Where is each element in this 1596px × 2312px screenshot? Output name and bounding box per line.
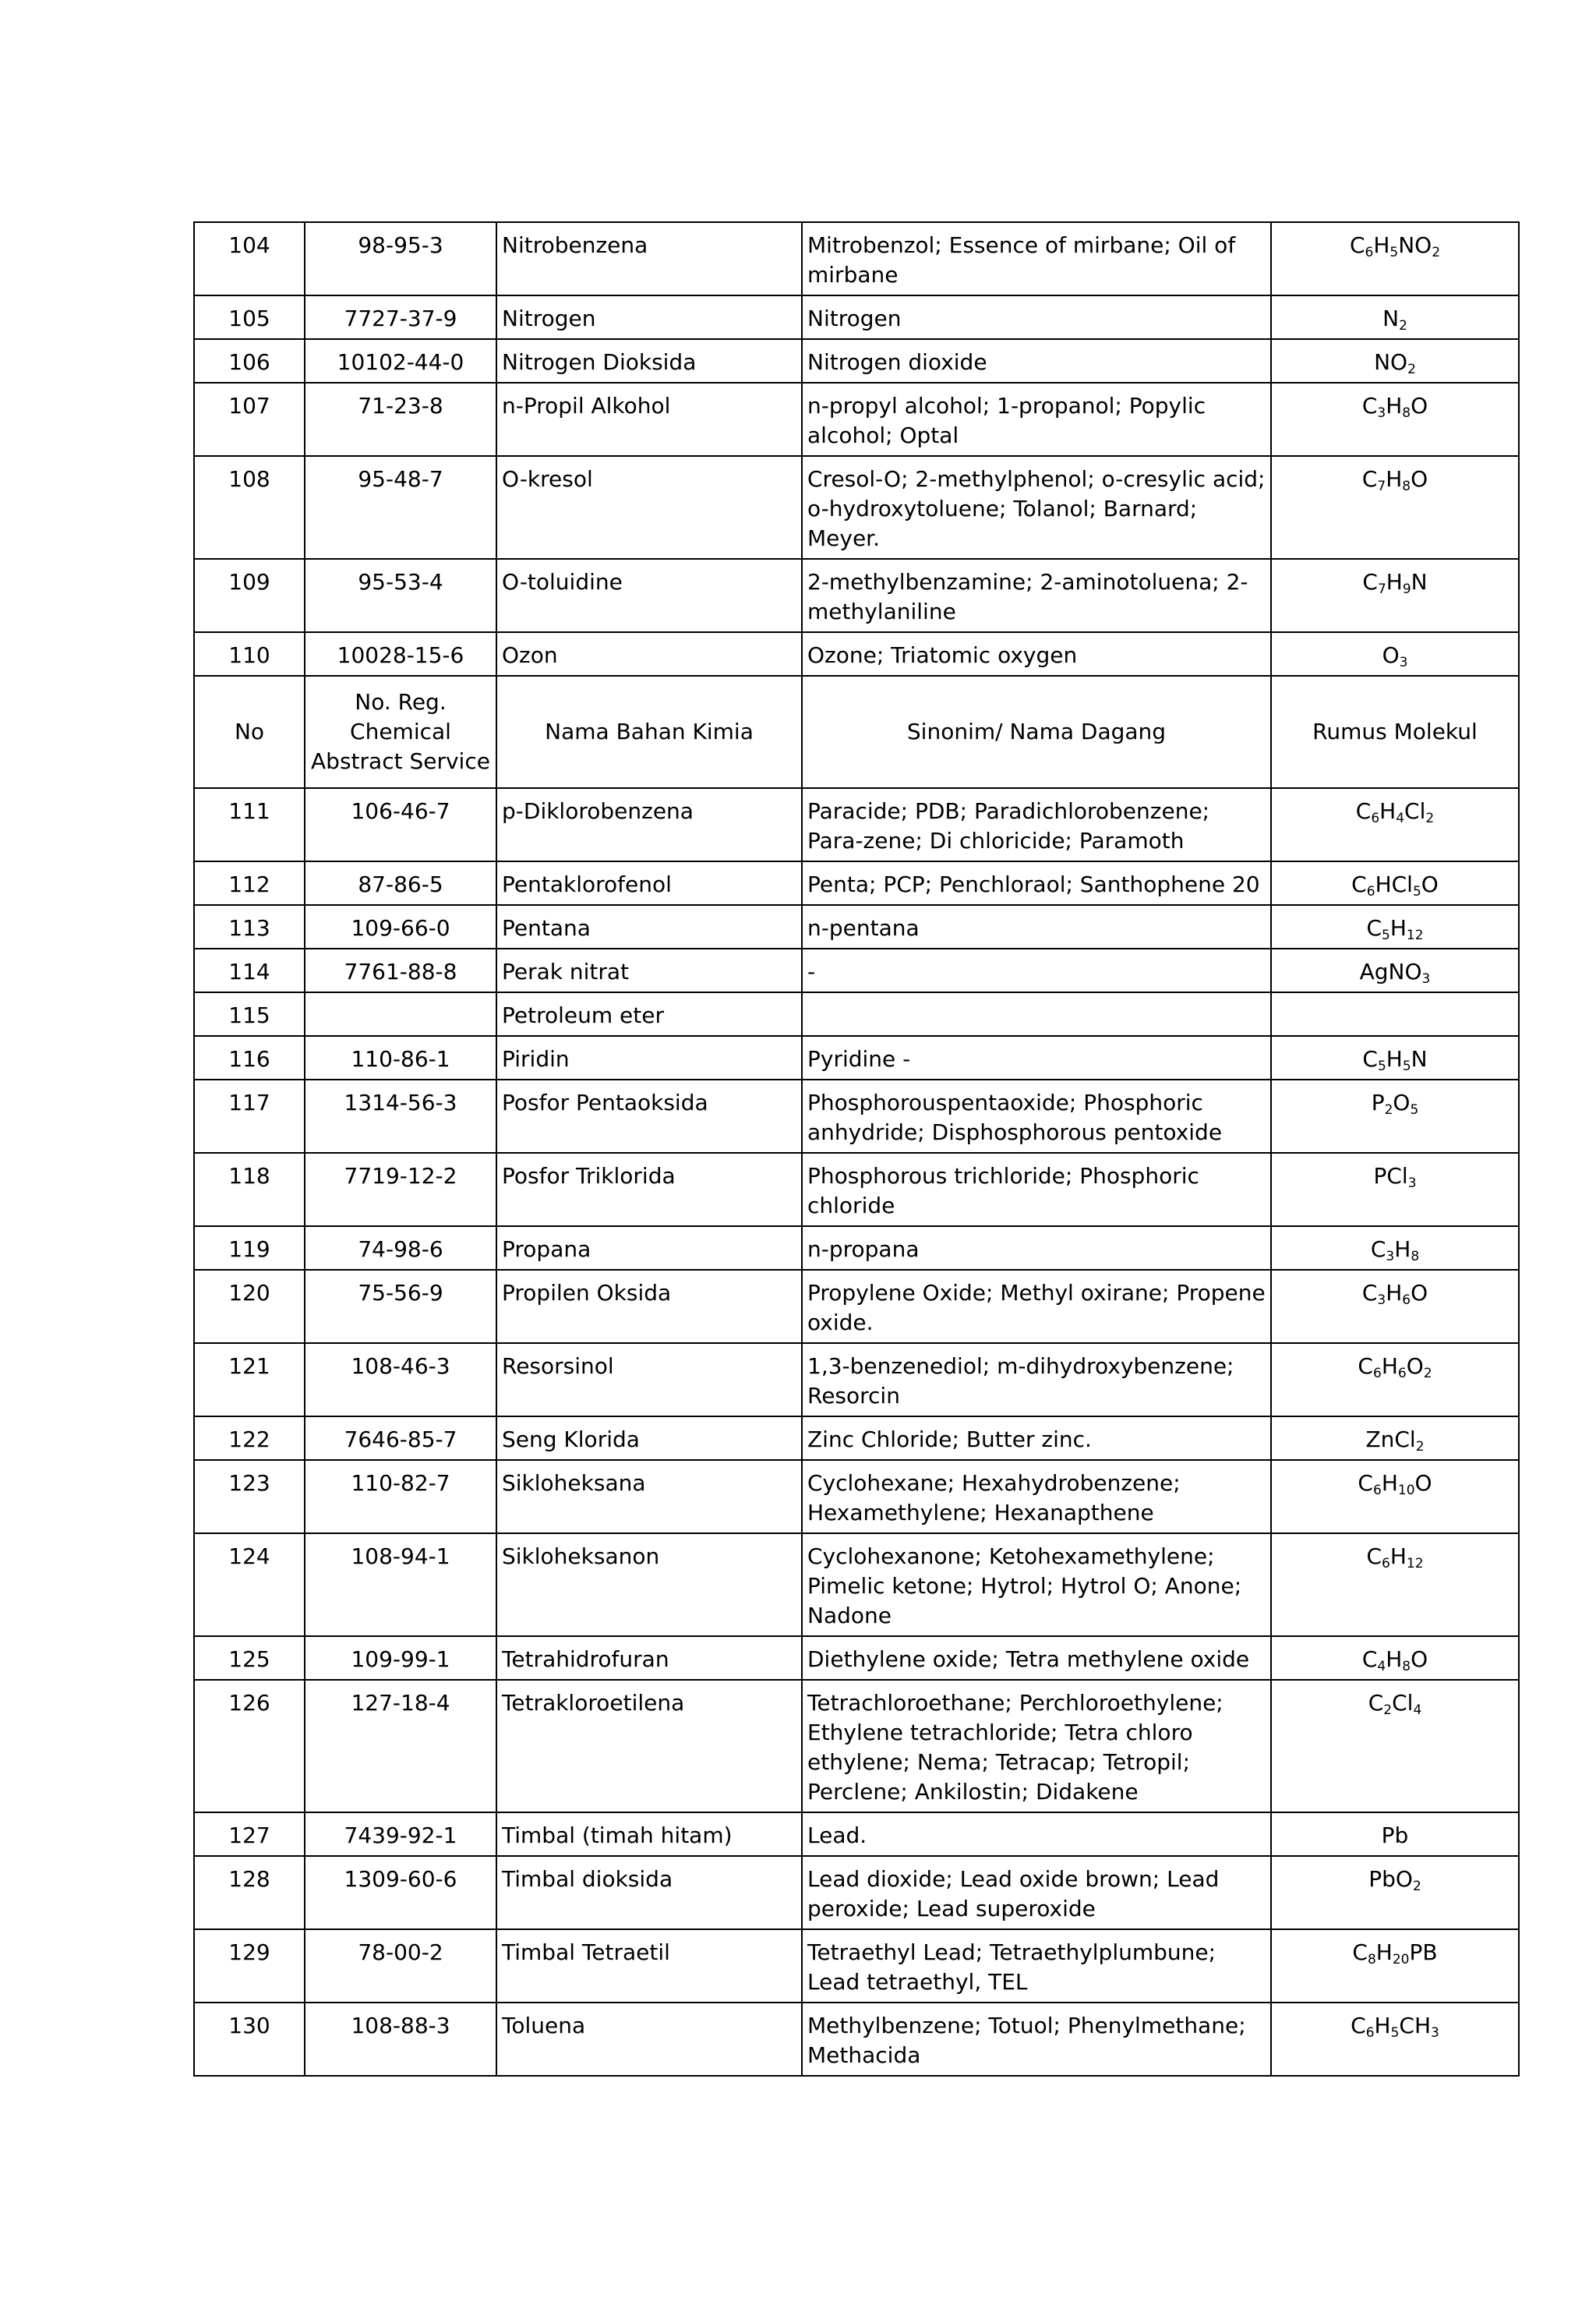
cas-number: 71-23-8 (305, 383, 496, 456)
formula-subscript: 5 (1389, 245, 1399, 260)
formula-element: C (1355, 798, 1372, 824)
molecular-formula (1271, 861, 1519, 905)
formula-subscript: 4 (1396, 811, 1405, 826)
row-number: 117 (194, 1080, 305, 1153)
cas-number: 1309-60-6 (305, 1856, 496, 1929)
formula-element: ZnCl (1365, 1426, 1416, 1452)
cas-number: 106-46-7 (305, 788, 496, 861)
formula-subscript: 5 (1412, 884, 1421, 900)
molecular-formula (1271, 456, 1519, 559)
formula-subscript: 2 (1425, 811, 1435, 826)
chemical-table-container (193, 221, 1518, 2077)
synonym-trade-name: Cyclohexanone; Ketohexamethylene; Pimelic ketone; Hytrol; Hytrol O; Anone; Nadone (802, 1533, 1271, 1636)
formula-subscript: 7 (1377, 479, 1386, 494)
formula-subscript: 2 (1423, 1366, 1432, 1381)
table-row (194, 1153, 1519, 1226)
row-number: 114 (194, 949, 305, 992)
formula-subscript: 3 (1377, 1292, 1386, 1308)
table-row (194, 2003, 1519, 2076)
table-row (194, 1680, 1519, 1812)
molecular-formula (1271, 1856, 1519, 1929)
synonym-trade-name: - (802, 949, 1271, 992)
formula-subscript: 3 (1399, 655, 1408, 670)
formula-element: H (1386, 569, 1403, 595)
formula-subscript: 6 (1382, 1556, 1390, 1571)
molecular-formula (1271, 559, 1519, 632)
synonym-trade-name: Phosphorouspentaoxide; Phosphoric anhydride; Disphosphorous pentoxide (802, 1080, 1271, 1153)
formula-subscript: 6 (1397, 1366, 1407, 1381)
chemical-name: Piridin (496, 1036, 802, 1080)
synonym-trade-name: 1,3-benzenediol; m-dihydroxybenzene; Resorcin (802, 1343, 1271, 1416)
formula-element: N (1411, 1046, 1428, 1072)
formula-subscript: 12 (1406, 928, 1424, 943)
formula-subscript: 2 (1415, 1439, 1425, 1455)
molecular-formula (1271, 1343, 1519, 1416)
formula-element: H (1389, 1543, 1407, 1569)
synonym-trade-name: n-propyl alcohol; 1-propanol; Popylic alcohol; Optal (802, 383, 1271, 456)
formula-element: H (1386, 1046, 1403, 1072)
cas-number: 7439-92-1 (305, 1812, 496, 1856)
formula-element: PCl (1373, 1163, 1408, 1189)
chemical-name: Propilen Oksida (496, 1270, 802, 1343)
synonym-trade-name: 2-methylbenzamine; 2-aminotoluena; 2-methylaniline (802, 559, 1271, 632)
synonym-trade-name: Nitrogen dioxide (802, 339, 1271, 383)
chemical-name: Timbal dioksida (496, 1856, 802, 1929)
molecular-formula (1271, 1416, 1519, 1460)
table-row (194, 1460, 1519, 1533)
chemical-table (193, 221, 1520, 2077)
formula-subscript: 8 (1367, 1952, 1376, 1967)
formula-element: C (1362, 569, 1378, 595)
cas-number: 127-18-4 (305, 1680, 496, 1812)
formula-element: H (1375, 1939, 1393, 1965)
synonym-trade-name: Propylene Oxide; Methyl oxirane; Propene oxide. (802, 1270, 1271, 1343)
formula-element: H (1394, 1236, 1411, 1262)
synonym-trade-name: n-propana (802, 1226, 1271, 1270)
table-row (194, 1812, 1519, 1856)
formula-subscript: 3 (1407, 1175, 1417, 1191)
chemical-name: Nitrogen (496, 295, 802, 339)
formula-subscript: 4 (1413, 1702, 1422, 1718)
formula-element: NO (1398, 232, 1432, 258)
cas-number: 10102-44-0 (305, 339, 496, 383)
molecular-formula (1271, 1270, 1519, 1343)
chemical-name: O-toluidine (496, 559, 802, 632)
formula-subscript: 3 (1421, 971, 1431, 987)
table-row (194, 861, 1519, 905)
molecular-formula (1271, 383, 1519, 456)
molecular-formula (1271, 2003, 1519, 2076)
table-row (194, 295, 1519, 339)
chemical-name: Resorsinol (496, 1343, 802, 1416)
chemical-name: Posfor Triklorida (496, 1153, 802, 1226)
formula-element: NO (1374, 349, 1408, 375)
formula-element: H (1386, 1280, 1403, 1306)
table-row (194, 1080, 1519, 1153)
formula-subscript: 8 (1411, 1249, 1420, 1264)
molecular-formula (1271, 1533, 1519, 1636)
row-number: 116 (194, 1036, 305, 1080)
row-number: 128 (194, 1856, 305, 1929)
molecular-formula (1271, 1812, 1519, 1856)
chemical-name: Sikloheksana (496, 1460, 802, 1533)
formula-element: C (1361, 393, 1378, 419)
table-row (194, 905, 1519, 949)
synonym-trade-name: Tetrachloroethane; Perchloroethylene; Ethylene tetrachloride; Tetra chloro ethylene; Nema; Tetracap; Tetropil; Perclene; Ankilostin; Didakene (802, 1680, 1271, 1812)
formula-element: C (1361, 466, 1378, 492)
table-row (194, 1533, 1519, 1636)
formula-subscript: 6 (1372, 1483, 1382, 1498)
formula-subscript: 5 (1377, 1059, 1386, 1074)
formula-subscript: 3 (1431, 2025, 1439, 2041)
formula-subscript: 4 (1377, 1659, 1386, 1674)
synonym-trade-name: Phosphorous trichloride; Phosphoric chloride (802, 1153, 1271, 1226)
header-cell-synonym: Sinonim/ Nama Dagang (802, 676, 1271, 788)
formula-element: P (1371, 1090, 1385, 1115)
molecular-formula (1271, 1080, 1519, 1153)
table-row (194, 1036, 1519, 1080)
chemical-name: Nitrogen Dioksida (496, 339, 802, 383)
formula-element: O (1411, 1646, 1428, 1672)
table-row (194, 1270, 1519, 1343)
formula-element: O (1411, 393, 1428, 419)
chemical-name: p-Diklorobenzena (496, 788, 802, 861)
formula-element: C (1361, 1646, 1378, 1672)
formula-element: PB (1409, 1939, 1438, 1965)
formula-element: C (1362, 1046, 1378, 1072)
chemical-name: Tetrahidrofuran (496, 1636, 802, 1680)
cas-number: 109-66-0 (305, 905, 496, 949)
formula-element: N (1382, 306, 1400, 331)
synonym-trade-name: Cresol-O; 2-methylphenol; o-cresylic acid; o-hydroxytoluene; Tolanol; Barnard; Meyer. (802, 456, 1271, 559)
molecular-formula (1271, 1226, 1519, 1270)
formula-subscript: 2 (1384, 1102, 1393, 1118)
synonym-trade-name: Paracide; PDB; Paradichlorobenzene; Para-zene; Di chloricide; Paramoth (802, 788, 1271, 861)
cas-number: 78-00-2 (305, 1929, 496, 2003)
chemical-name: Propana (496, 1226, 802, 1270)
row-number: 106 (194, 339, 305, 383)
synonym-trade-name: Cyclohexane; Hexahydrobenzene; Hexamethylene; Hexanapthene (802, 1460, 1271, 1533)
synonym-trade-name: Nitrogen (802, 295, 1271, 339)
synonym-trade-name: n-pentana (802, 905, 1271, 949)
row-number: 122 (194, 1416, 305, 1460)
formula-subscript: 2 (1399, 318, 1407, 334)
chemical-name: n-Propil Alkohol (496, 383, 802, 456)
synonym-trade-name: Lead. (802, 1812, 1271, 1856)
molecular-formula (1271, 339, 1519, 383)
formula-element: Cl (1392, 1690, 1414, 1716)
chemical-name: Pentana (496, 905, 802, 949)
cas-number: 110-86-1 (305, 1036, 496, 1080)
synonym-trade-name: Methylbenzene; Totuol; Phenylmethane; Methacida (802, 2003, 1271, 2076)
formula-subscript: 6 (1366, 884, 1375, 900)
synonym-trade-name: Mitrobenzol; Essence of mirbane; Oil of mirbane (802, 222, 1271, 295)
cas-number: 108-46-3 (305, 1343, 496, 1416)
row-number: 118 (194, 1153, 305, 1226)
row-number: 108 (194, 456, 305, 559)
formula-element: C (1351, 2013, 1366, 2038)
formula-element: C (1366, 915, 1382, 941)
row-number: 115 (194, 992, 305, 1036)
cas-number: 108-88-3 (305, 2003, 496, 2076)
row-number: 125 (194, 1636, 305, 1680)
formula-element: O (1411, 1280, 1428, 1306)
formula-subscript: 6 (1372, 1366, 1382, 1381)
formula-element: C (1358, 1353, 1373, 1379)
formula-element: H (1386, 393, 1403, 419)
table-row (194, 1226, 1519, 1270)
chemical-name: Seng Klorida (496, 1416, 802, 1460)
cas-number: 109-99-1 (305, 1636, 496, 1680)
chemical-name: Timbal Tetraetil (496, 1929, 802, 2003)
cas-number: 7646-85-7 (305, 1416, 496, 1460)
chemical-name: O-kresol (496, 456, 802, 559)
molecular-formula (1271, 788, 1519, 861)
molecular-formula (1271, 222, 1519, 295)
formula-subscript: 8 (1402, 1659, 1411, 1674)
synonym-trade-name: Tetraethyl Lead; Tetraethylplumbune; Lead tetraethyl, TEL (802, 1929, 1271, 2003)
table-row (194, 222, 1519, 295)
cas-number: 7727-37-9 (305, 295, 496, 339)
table-header-row (194, 676, 1519, 788)
formula-subscript: 5 (1382, 928, 1390, 943)
table-row (194, 632, 1519, 676)
table-row (194, 1856, 1519, 1929)
molecular-formula (1271, 1636, 1519, 1680)
synonym-trade-name: Ozone; Triatomic oxygen (802, 632, 1271, 676)
row-number: 113 (194, 905, 305, 949)
header-cell-formula: Rumus Molekul (1271, 676, 1519, 788)
table-row (194, 949, 1519, 992)
formula-subscript: 9 (1402, 582, 1411, 597)
formula-element: C (1358, 1470, 1373, 1496)
formula-subscript: 8 (1402, 479, 1411, 494)
cas-number: 10028-15-6 (305, 632, 496, 676)
molecular-formula (1271, 992, 1519, 1036)
row-number: 120 (194, 1270, 305, 1343)
formula-element: AgNO (1359, 959, 1422, 985)
cas-number: 1314-56-3 (305, 1080, 496, 1153)
chemical-name: Pentaklorofenol (496, 861, 802, 905)
formula-subscript: 6 (1402, 1292, 1411, 1308)
molecular-formula (1271, 1153, 1519, 1226)
header-cell-cas: No. Reg. Chemical Abstract Service (305, 676, 496, 788)
formula-element: H (1374, 2013, 1391, 2038)
formula-subscript: 10 (1397, 1483, 1415, 1498)
molecular-formula (1271, 295, 1519, 339)
formula-element: O (1421, 871, 1439, 897)
header-cell-no: No (194, 676, 305, 788)
chemical-name: Toluena (496, 2003, 802, 2076)
formula-element: C (1352, 1939, 1368, 1965)
formula-subscript: 2 (1383, 1702, 1393, 1718)
formula-element: Pb (1381, 1822, 1409, 1848)
molecular-formula (1271, 1036, 1519, 1080)
formula-subscript: 6 (1365, 245, 1374, 260)
formula-element: O (1393, 1090, 1411, 1115)
row-number: 104 (194, 222, 305, 295)
cas-number: 7761-88-8 (305, 949, 496, 992)
molecular-formula (1271, 1929, 1519, 2003)
synonym-trade-name: Pyridine - (802, 1036, 1271, 1080)
table-row (194, 559, 1519, 632)
table-row (194, 1416, 1519, 1460)
row-number: 110 (194, 632, 305, 676)
formula-subscript: 6 (1365, 2025, 1375, 2041)
chemical-name: Perak nitrat (496, 949, 802, 992)
chemical-name: Sikloheksanon (496, 1533, 802, 1636)
formula-subscript: 8 (1402, 405, 1411, 421)
molecular-formula (1271, 1680, 1519, 1812)
header-cell-name: Nama Bahan Kimia (496, 676, 802, 788)
synonym-trade-name (802, 992, 1271, 1036)
formula-element: CH (1399, 2013, 1432, 2038)
formula-element: C (1366, 1543, 1382, 1569)
chemical-name: Petroleum eter (496, 992, 802, 1036)
cas-number: 87-86-5 (305, 861, 496, 905)
formula-element: C (1370, 1236, 1386, 1262)
cas-number: 98-95-3 (305, 222, 496, 295)
row-number: 107 (194, 383, 305, 456)
row-number: 127 (194, 1812, 305, 1856)
synonym-trade-name: Lead dioxide; Lead oxide brown; Lead peroxide; Lead superoxide (802, 1856, 1271, 1929)
formula-subscript: 2 (1432, 245, 1441, 260)
formula-subscript: 2 (1407, 362, 1416, 377)
cas-number: 95-48-7 (305, 456, 496, 559)
formula-element: PbO (1368, 1866, 1413, 1892)
cas-number (305, 992, 496, 1036)
cas-number: 7719-12-2 (305, 1153, 496, 1226)
cas-number: 74-98-6 (305, 1226, 496, 1270)
formula-subscript: 6 (1371, 811, 1380, 826)
table-row (194, 1343, 1519, 1416)
table-row (194, 1636, 1519, 1680)
table-row (194, 383, 1519, 456)
table-row (194, 456, 1519, 559)
cas-number: 95-53-4 (305, 559, 496, 632)
synonym-trade-name: Diethylene oxide; Tetra methylene oxide (802, 1636, 1271, 1680)
table-row (194, 788, 1519, 861)
formula-subscript: 3 (1377, 405, 1386, 421)
formula-element: H (1386, 466, 1403, 492)
formula-subscript: 5 (1402, 1059, 1411, 1074)
formula-element: H (1381, 1470, 1398, 1496)
molecular-formula (1271, 632, 1519, 676)
formula-subscript: 20 (1392, 1952, 1410, 1967)
formula-element: C (1351, 871, 1367, 897)
formula-element: O (1411, 466, 1428, 492)
chemical-name: Ozon (496, 632, 802, 676)
formula-subscript: 5 (1410, 1102, 1419, 1118)
formula-element: H (1373, 232, 1390, 258)
row-number: 109 (194, 559, 305, 632)
chemical-name: Nitrobenzena (496, 222, 802, 295)
synonym-trade-name: Zinc Chloride; Butter zinc. (802, 1416, 1271, 1460)
row-number: 123 (194, 1460, 305, 1533)
synonym-trade-name: Penta; PCP; Penchloraol; Santhophene 20 (802, 861, 1271, 905)
row-number: 129 (194, 1929, 305, 2003)
formula-element: H (1381, 1353, 1398, 1379)
table-row (194, 1929, 1519, 2003)
formula-element: H (1386, 1646, 1403, 1672)
formula-subscript: 12 (1406, 1556, 1424, 1571)
row-number: 121 (194, 1343, 305, 1416)
row-number: 124 (194, 1533, 305, 1636)
row-number: 119 (194, 1226, 305, 1270)
formula-subscript: 2 (1412, 1879, 1421, 1894)
chemical-name: Posfor Pentaoksida (496, 1080, 802, 1153)
formula-subscript: 5 (1390, 2025, 1400, 2041)
molecular-formula (1271, 905, 1519, 949)
formula-element: H (1379, 798, 1396, 824)
formula-element: H (1389, 915, 1407, 941)
formula-element: C (1368, 1690, 1384, 1716)
formula-element: HCl (1375, 871, 1413, 897)
table-row (194, 339, 1519, 383)
formula-element: Cl (1404, 798, 1426, 824)
chemical-name: Tetrakloroetilena (496, 1680, 802, 1812)
row-number: 105 (194, 295, 305, 339)
row-number: 126 (194, 1680, 305, 1812)
formula-subscript: 7 (1377, 582, 1386, 597)
formula-element: C (1361, 1280, 1378, 1306)
cas-number: 108-94-1 (305, 1533, 496, 1636)
molecular-formula (1271, 949, 1519, 992)
cas-number: 75-56-9 (305, 1270, 496, 1343)
chemical-name: Timbal (timah hitam) (496, 1812, 802, 1856)
molecular-formula (1271, 1460, 1519, 1533)
formula-element: N (1411, 569, 1428, 595)
row-number: 112 (194, 861, 305, 905)
cas-number: 110-82-7 (305, 1460, 496, 1533)
formula-element: O (1406, 1353, 1424, 1379)
chemical-table-body (194, 222, 1519, 2076)
formula-element: O (1414, 1470, 1432, 1496)
row-number: 130 (194, 2003, 305, 2076)
row-number: 111 (194, 788, 305, 861)
table-row (194, 992, 1519, 1036)
formula-element: C (1349, 232, 1365, 258)
formula-subscript: 3 (1386, 1249, 1395, 1264)
formula-element: O (1382, 642, 1400, 668)
